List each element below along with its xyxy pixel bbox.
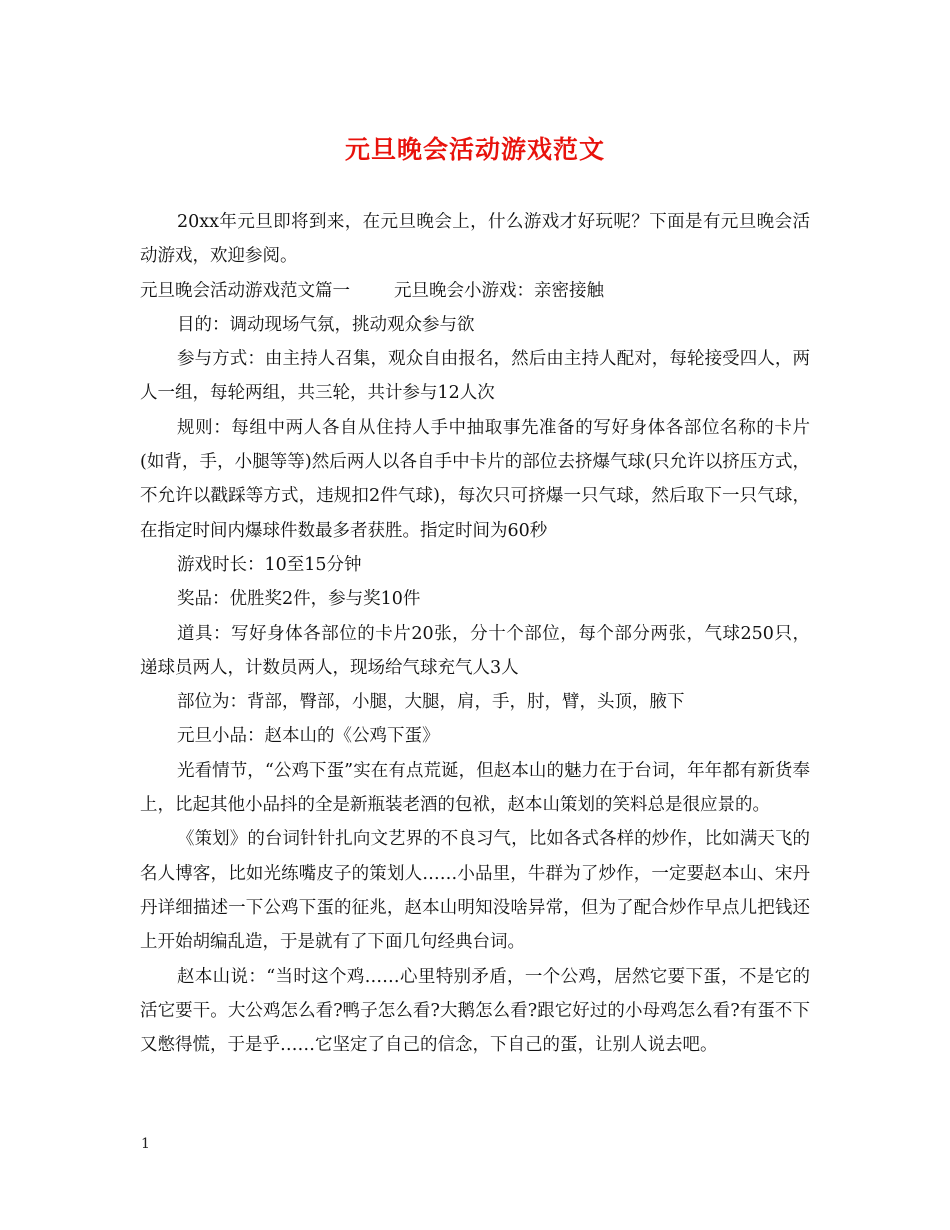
section-subheading: 元旦晚会小游戏：亲密接触 bbox=[394, 280, 604, 301]
paragraph-participation: 参与方式：由主持人召集，观众自由报名，然后由主持人配对，每轮接受四人，两人一组，每轮两组，共三轮，共计参与12人次 bbox=[140, 349, 810, 404]
paragraph-rules: 规则：每组中两人各自从住持人手中抽取事先准备的写好身体各部位名称的卡片(如背，手，小腿等等)然后两人以各自手中卡片的部位去挤爆气球(只允许以挤压方式，不允许以戳踩等方式，违规扣2件气球)，每次只可挤爆一只气球，然后取下一只气球，在指定时间内爆球件数最多者获胜。指定时间为60秒 bbox=[140, 417, 810, 541]
paragraph-plot: 光看情节，“公鸡下蛋”实在有点荒诞，但赵本山的魅力在于台词，年年都有新货奉上，比起其他小品抖的全是新瓶装老酒的包袱，赵本山策划的笑料总是很应景的。 bbox=[140, 760, 810, 816]
page-number: 1 bbox=[141, 1136, 150, 1152]
document-title: 元旦晚会活动游戏范文 bbox=[344, 135, 605, 164]
paragraph-duration: 游戏时长：10至15分钟 bbox=[177, 554, 362, 575]
paragraph-sketch: 元旦小品：赵本山的《公鸡下蛋》 bbox=[177, 726, 440, 747]
paragraph-quote: 赵本山说：“当时这个鸡……心里特别矛盾，一个公鸡，居然它要下蛋，不是它的活它要干。大公鸡怎么看?鸭子怎么看?大鹅怎么看?跟它好过的小母鸡怎么看?有蛋不下又憋得慌，于是乎……它坚定了自己的信念，下自己的蛋，让别人说去吧。 bbox=[140, 966, 810, 1056]
paragraph-intro: 20xx年元旦即将到来，在元旦晚会上，什么游戏才好玩呢？下面是有元旦晚会活动游戏，欢迎参阅。 bbox=[140, 212, 810, 267]
paragraph-parts: 部位为：背部，臀部，小腿，大腿，肩，手，肘，臂，头顶，腋下 bbox=[177, 692, 685, 713]
section-heading-row bbox=[140, 274, 810, 308]
paragraph-planning: 《策划》的台词针针扎向文艺界的不良习气，比如各式各样的炒作，比如满天飞的名人博客，比如光练嘴皮子的策划人……小品里，牛群为了炒作，一定要赵本山、宋丹丹详细描述一下公鸡下蛋的征兆，赵本山明知没啥异常，但为了配合炒作早点儿把钱还上开始胡编乱造，于是就有了下面几句经典台词。 bbox=[140, 829, 810, 953]
paragraph-props: 道具：写好身体各部位的卡片20张，分十个部位，每个部分两张，气球250只，递球员两人，计数员两人，现场给气球充气人3人 bbox=[140, 623, 810, 678]
document-body bbox=[140, 205, 810, 1062]
paragraph-purpose: 目的：调动现场气氛，挑动观众参与欲 bbox=[177, 314, 475, 335]
section-heading: 元旦晚会活动游戏范文篇一 bbox=[140, 280, 350, 301]
paragraph-prizes: 奖品：优胜奖2件，参与奖10件 bbox=[177, 589, 421, 610]
